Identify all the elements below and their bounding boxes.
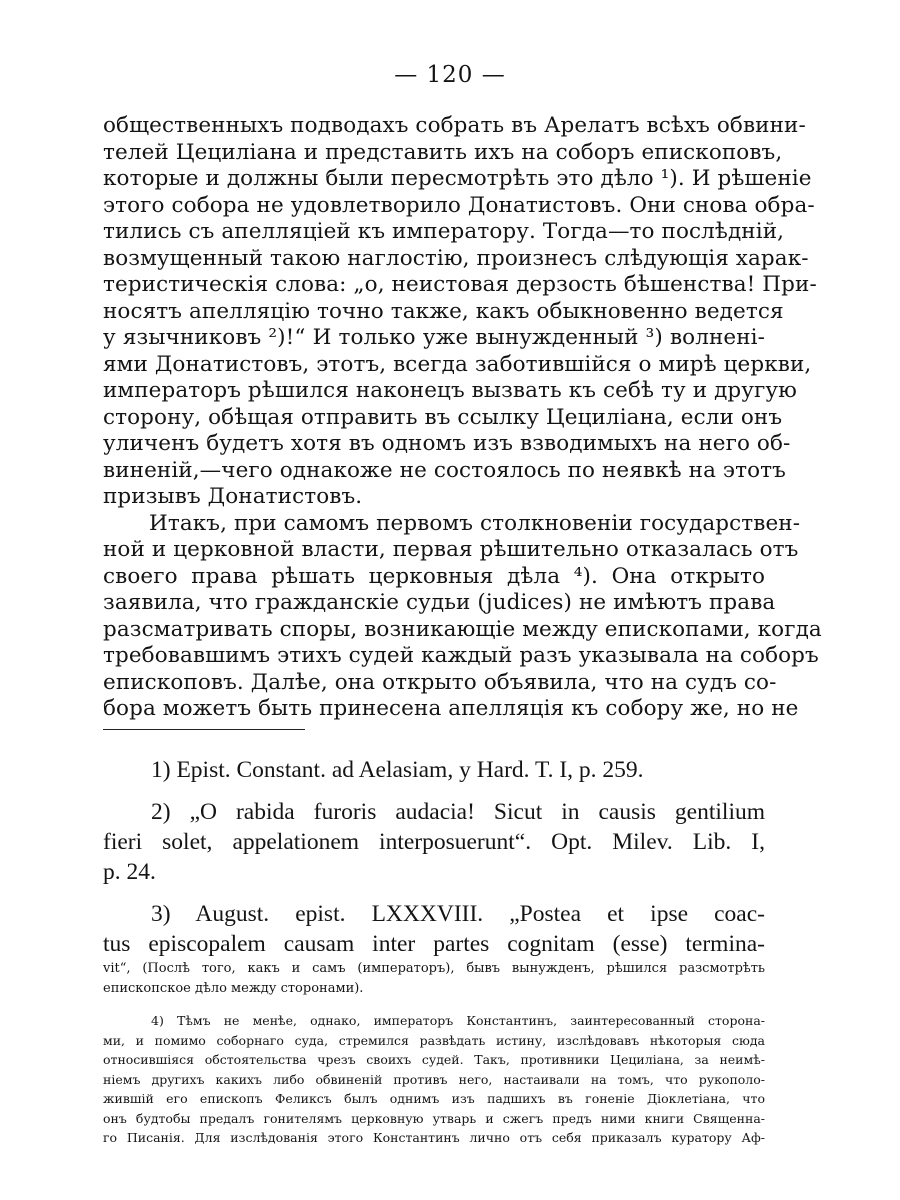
text-line: сторону, обѣщая отправить въ ссылку Цециліана, если онъ (103, 404, 783, 430)
footnote-divider (103, 729, 305, 730)
footnote-line: го Писанія. Для изслѣдованія этого Константинъ лично отъ себя приказалъ куратору Аф- (103, 1130, 765, 1145)
text-line: общественныхъ подводахъ собрать въ Арелатъ всѣхъ обвини- (103, 113, 806, 138)
text-line: возмущенный такою наглостію, произнесъ слѣдующія харак- (103, 245, 809, 271)
footnote-line: ми, и помимо соборнаго суда, стремился развѣдать истину, изслѣдовавъ нѣкоторыя сюда (103, 1032, 765, 1048)
main-text (103, 113, 822, 723)
text-line: епископовъ. Далѣе, она открыто объявила, что на судъ со- (103, 669, 777, 695)
footnote-line: онъ будтобы предалъ гонителямъ церковную утварь и сжегъ предъ ними книги Священна- (103, 1110, 765, 1126)
paragraph-1 (103, 113, 817, 511)
text-line: заявила, что гражданскіе судьи (judices) не имѣютъ права (103, 590, 776, 615)
footnote-2 (103, 797, 765, 887)
paragraph-2 (103, 510, 822, 723)
footnote-line: vit“, (Послѣ того, какъ и самъ (императоръ), бывъ вынужденъ, рѣшился разсмотрѣть (103, 961, 765, 976)
text-line: виненій,—чего однакоже не состоялось по неявкѣ на этотъ (103, 457, 786, 483)
footnote-3 (103, 899, 765, 999)
footnote-line: 4) Тѣмъ не менѣе, однако, императоръ Константинъ, заинтересованный сторона- (151, 1013, 765, 1028)
page-number: — 120 — (394, 62, 506, 88)
text-line: ями Донатистовъ, этотъ, всегда заботившійся о мирѣ церкви, (103, 351, 812, 377)
footnote-4 (103, 1011, 765, 1148)
footnotes (103, 755, 765, 1148)
footnote-line: относившіяся обстоятельства чрезъ своихъ судей. Такъ, противники Цециліана, за неимѣ- (103, 1052, 765, 1067)
text-line: которые и должны были пересмотрѣть это дѣло ¹). И рѣшеніе (103, 166, 812, 191)
text-line: теристическія слова: „о, неистовая дерзость бѣшенства! При- (103, 272, 817, 297)
footnote-line: 2) „O rabida furoris audacia! Sicut in causis gentilium (151, 799, 765, 825)
text-line: императоръ рѣшился наконецъ вызвать къ себѣ ту и другую (103, 378, 797, 403)
text-line: тились съ апелляціей къ императору. Тогда—то послѣдній, (103, 219, 785, 244)
text-line: телей Цециліана и представить ихъ на соборъ епископовъ, (103, 139, 783, 165)
text-line: требовавшимъ этихъ судей каждый разъ указывала на соборъ (103, 643, 819, 668)
text-line: ной и церковной власти, первая рѣшительно отказалась отъ (103, 537, 799, 562)
footnote-line: епископское дѣло между сторонами). (103, 981, 364, 996)
text-line: своего права рѣшать церковныя дѣла ⁴). Она открыто (103, 563, 765, 589)
footnote-1 (103, 755, 765, 785)
text-line: разсматривать споры, возникающіе между епископами, когда (103, 616, 822, 642)
text-line: бора можетъ быть принесена апелляція къ собору же, но не (103, 696, 799, 721)
text-line: у язычниковъ ²)!“ И только уже вынужденный ³) волненi- (103, 325, 765, 350)
text-line: уличенъ будетъ хотя въ одномъ изъ взводимыхъ на него об- (103, 431, 791, 456)
footnote-line: 3) August. epist. LXXXVIII. „Postea et ipse coac- (151, 901, 765, 927)
footnote-line: жившій его епископъ Феликсъ былъ однимъ изъ падшихъ въ гоненіе Діоклетіана, что (103, 1091, 765, 1106)
text-line: этого собора не удовлетворило Донатистовъ. Они снова обра- (103, 192, 815, 218)
footnote-line: p. 24. (103, 859, 156, 885)
text-line: призывъ Донатистовъ. (103, 484, 363, 509)
text-line: Итакъ, при самомъ первомъ столкновеніи государствен- (149, 510, 801, 536)
footnote-line: 1) Epist. Constant. ad Aelasiam, y Hard. T. I, p. 259. (151, 757, 644, 783)
footnote-line: ніемъ другихъ какихъ либо обвиненій противъ него, настаивали на томъ, что рукополо- (103, 1071, 765, 1087)
footnote-line: fieri solet, appelationem interposuerunt“. Opt. Milev. Lib. I, (103, 829, 765, 855)
text-line: носятъ апелляцію точно также, какъ обыкновенно ведется (103, 298, 784, 324)
footnote-line: tus episcopalem causam inter partes cognitam (esse) termina- (103, 931, 765, 957)
